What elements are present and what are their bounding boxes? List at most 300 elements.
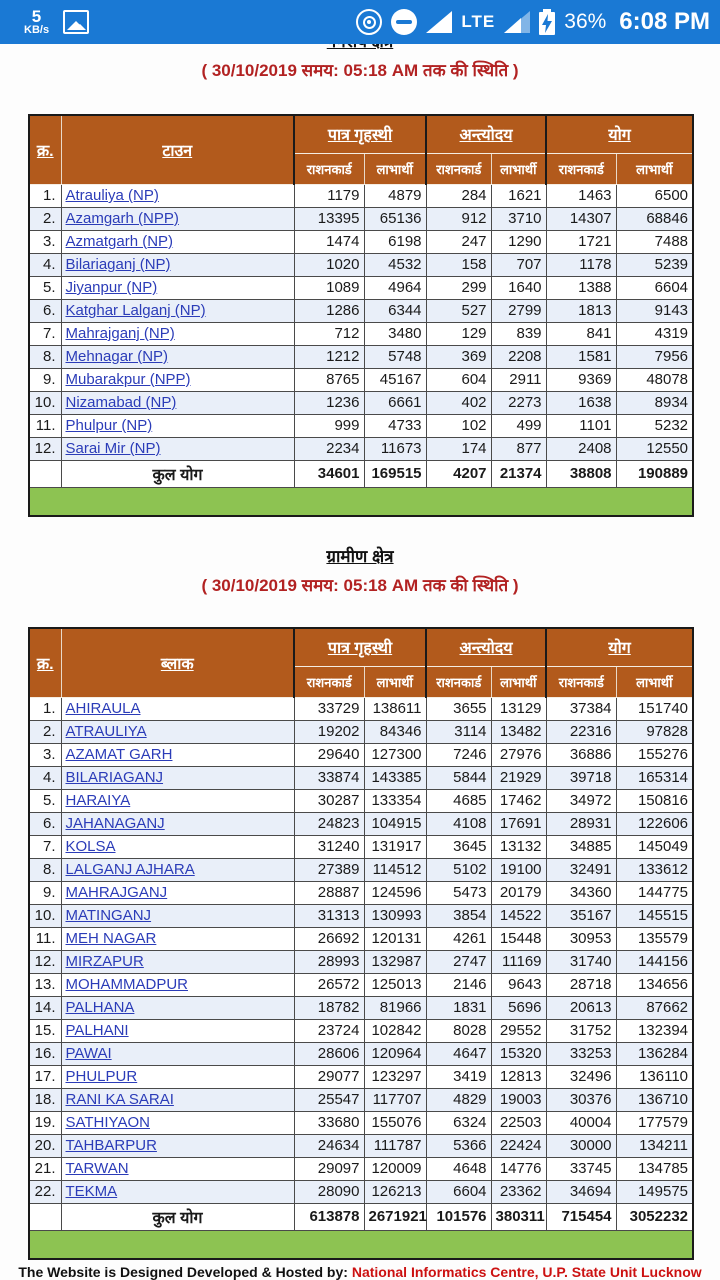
cell-value: 6661 [364,391,426,414]
sub-header-beneficiary: लाभार्थी [491,153,546,184]
signal-strength-icon-2 [504,11,530,33]
cell-value: 527 [426,299,491,322]
row-name-cell [61,881,294,904]
total-value: 21374 [491,460,546,487]
cell-value: 712 [294,322,364,345]
cell-value: 1020 [294,253,364,276]
row-name-cell [61,950,294,973]
cell-value: 120009 [364,1157,426,1180]
cell-value: 120131 [364,927,426,950]
col-header-block: ब्लाक [61,628,294,697]
table-row [29,766,693,789]
row-name-cell [61,858,294,881]
green-separator-bar [29,1230,693,1259]
row-serial: 7. [29,835,61,858]
block-link[interactable]: TAHBARPUR [65,1137,157,1154]
cell-value: 284 [426,184,491,207]
col-header-town: टाउन [61,115,294,184]
cell-value: 27976 [491,743,546,766]
row-name-cell [61,207,294,230]
row-serial: 13. [29,973,61,996]
town-link[interactable]: Katghar Lalganj (NP) [65,302,206,319]
cell-value: 65136 [364,207,426,230]
row-serial: 5. [29,789,61,812]
cell-value: 28887 [294,881,364,904]
cell-value: 1813 [546,299,616,322]
cell-value: 6604 [426,1180,491,1203]
town-link[interactable]: Azamgarh (NPP) [65,210,179,227]
cell-value: 1101 [546,414,616,437]
cell-value: 131917 [364,835,426,858]
cell-value: 912 [426,207,491,230]
row-name-cell [61,437,294,460]
cell-value: 9643 [491,973,546,996]
row-name-cell [61,391,294,414]
cell-value: 30953 [546,927,616,950]
row-name-cell [61,276,294,299]
table-row [29,184,693,207]
row-serial: 9. [29,368,61,391]
row-name-cell [61,1088,294,1111]
row-name-cell [61,322,294,345]
cell-value: 5696 [491,996,546,1019]
cell-value: 123297 [364,1065,426,1088]
table-row [29,950,693,973]
cell-value: 6604 [616,276,693,299]
cell-value: 13482 [491,720,546,743]
cell-value: 22503 [491,1111,546,1134]
block-link[interactable]: TARWAN [65,1160,129,1177]
cell-value: 7246 [426,743,491,766]
cell-value: 13395 [294,207,364,230]
cell-value: 1212 [294,345,364,368]
total-value: 613878 [294,1203,364,1230]
cell-value: 2146 [426,973,491,996]
table-row [29,1157,693,1180]
cell-value: 31240 [294,835,364,858]
cell-value: 299 [426,276,491,299]
row-serial: 3. [29,743,61,766]
screenshot-gallery-icon [63,10,89,34]
total-value: 34601 [294,460,364,487]
cell-value: 39718 [546,766,616,789]
block-link[interactable]: KOLSA [65,838,116,855]
cell-value: 4685 [426,789,491,812]
group-header-antyodaya: अन्त्योदय [426,628,546,666]
row-name-cell [61,1180,294,1203]
cell-value: 3419 [426,1065,491,1088]
cell-value: 5232 [616,414,693,437]
table-row [29,207,693,230]
block-link[interactable]: SATHIYAON [65,1114,150,1131]
cell-value: 150816 [616,789,693,812]
urban-table-wrap [0,114,720,517]
town-link[interactable]: Atrauliya (NP) [65,187,159,204]
row-serial: 7. [29,322,61,345]
cell-value: 4319 [616,322,693,345]
cell-value: 151740 [616,697,693,720]
table-row [29,789,693,812]
cell-value: 839 [491,322,546,345]
rural-section-title: ग्रामीण क्षेत्र [326,547,394,566]
block-link[interactable]: TEKMA [65,1183,118,1200]
cell-value: 1581 [546,345,616,368]
cell-value: 20179 [491,881,546,904]
row-name-cell [61,720,294,743]
cell-value: 499 [491,414,546,437]
cell-value: 3645 [426,835,491,858]
row-name-cell [61,1019,294,1042]
total-serial-empty [29,1203,61,1230]
cell-value: 134785 [616,1157,693,1180]
sub-header-rationcard: राशनकार्ड [546,666,616,697]
cell-value: 104915 [364,812,426,835]
cell-value: 999 [294,414,364,437]
row-serial: 2. [29,720,61,743]
total-value: 715454 [546,1203,616,1230]
table-row [29,1042,693,1065]
cell-value: 3114 [426,720,491,743]
cell-value: 15448 [491,927,546,950]
cell-value: 134656 [616,973,693,996]
cell-value: 84346 [364,720,426,743]
row-serial: 1. [29,184,61,207]
cell-value: 132394 [616,1019,693,1042]
android-status-bar [0,0,720,44]
row-name-cell [61,743,294,766]
cell-value: 5473 [426,881,491,904]
cell-value: 30376 [546,1088,616,1111]
cell-value: 36886 [546,743,616,766]
cell-value: 22316 [546,720,616,743]
cell-value: 4108 [426,812,491,835]
cell-value: 133354 [364,789,426,812]
cell-value: 35167 [546,904,616,927]
block-link[interactable]: MATINGANJ [65,907,152,924]
row-serial: 8. [29,858,61,881]
row-name-cell [61,1134,294,1157]
cell-value: 841 [546,322,616,345]
cell-value: 6344 [364,299,426,322]
row-name-cell [61,1065,294,1088]
cell-value: 1089 [294,276,364,299]
rural-table-wrap [0,627,720,1260]
cell-value: 12550 [616,437,693,460]
cell-value: 114512 [364,858,426,881]
row-name-cell [61,368,294,391]
urban-date-line: ( 30/10/2019 समय: 05:18 AM तक की स्थिति ) [201,61,519,80]
cell-value: 155076 [364,1111,426,1134]
cell-value: 32491 [546,858,616,881]
cell-value: 26572 [294,973,364,996]
town-link[interactable]: Jiyanpur (NP) [65,279,158,296]
block-link[interactable]: PAWAI [65,1045,112,1062]
total-value: 101576 [426,1203,491,1230]
cell-value: 9369 [546,368,616,391]
table-row [29,996,693,1019]
cell-value: 11169 [491,950,546,973]
signal-strength-icon [426,11,452,33]
cell-value: 6198 [364,230,426,253]
block-link[interactable]: MIRZAPUR [65,953,144,970]
sub-header-rationcard: राशनकार्ड [426,153,491,184]
town-link[interactable]: Mahrajganj (NP) [65,325,175,342]
rural-table-header [29,628,693,697]
cell-value: 102 [426,414,491,437]
town-link[interactable]: Mehnagar (NP) [65,348,169,365]
footer-nic-link[interactable]: National Informatics Centre, U.P. State Unit Lucknow [351,1264,702,1280]
battery-percent: 36% [564,10,607,33]
cell-value: 20613 [546,996,616,1019]
cell-value: 28606 [294,1042,364,1065]
cell-value: 13132 [491,835,546,858]
row-serial: 15. [29,1019,61,1042]
table-row [29,230,693,253]
sub-header-rationcard: राशनकार्ड [294,666,364,697]
cell-value: 4733 [364,414,426,437]
cell-value: 102842 [364,1019,426,1042]
total-label: कुल योग [61,460,294,487]
cell-value: 3710 [491,207,546,230]
cell-value: 604 [426,368,491,391]
block-link[interactable]: MOHAMMADPUR [65,976,188,993]
block-link[interactable]: HARAIYA [65,792,131,809]
cell-value: 2234 [294,437,364,460]
cell-value: 134211 [616,1134,693,1157]
cell-value: 145515 [616,904,693,927]
cell-value: 23362 [491,1180,546,1203]
block-link[interactable]: BILARIAGANJ [65,769,164,786]
row-name-cell [61,812,294,835]
row-serial: 19. [29,1111,61,1134]
sub-header-rationcard: राशनकार्ड [294,153,364,184]
cell-value: 2911 [491,368,546,391]
row-serial: 1. [29,697,61,720]
cell-value: 31740 [546,950,616,973]
row-serial: 12. [29,437,61,460]
row-name-cell [61,996,294,1019]
town-link[interactable]: Sarai Mir (NP) [65,440,161,457]
cell-value: 33680 [294,1111,364,1134]
table-row [29,743,693,766]
cell-value: 33874 [294,766,364,789]
green-separator-bar [29,487,693,516]
block-link[interactable]: AZAMAT GARH [65,746,173,763]
cell-value: 8934 [616,391,693,414]
total-serial-empty [29,460,61,487]
cell-value: 7488 [616,230,693,253]
cell-value: 7956 [616,345,693,368]
cell-value: 27389 [294,858,364,881]
cell-value: 14522 [491,904,546,927]
cell-value: 143385 [364,766,426,789]
battery-charging-icon [539,9,555,35]
block-link[interactable]: JAHANAGANJ [65,815,165,832]
table-row [29,276,693,299]
cell-value: 1463 [546,184,616,207]
cell-value: 1290 [491,230,546,253]
block-link[interactable]: PALHANI [65,1022,129,1039]
row-name-cell [61,1157,294,1180]
group-header-yog: योग [546,115,693,153]
cell-value: 120964 [364,1042,426,1065]
town-link[interactable]: Nizamabad (NP) [65,394,177,411]
block-link[interactable]: RANI KA SARAI [65,1091,174,1108]
cell-value: 34885 [546,835,616,858]
sub-header-beneficiary: लाभार्थी [491,666,546,697]
row-serial: 17. [29,1065,61,1088]
block-link[interactable]: LALGANJ AJHARA [65,861,195,878]
cell-value: 18782 [294,996,364,1019]
cell-value: 30000 [546,1134,616,1157]
cell-value: 34360 [546,881,616,904]
cell-value: 129 [426,322,491,345]
cell-value: 4829 [426,1088,491,1111]
table-row [29,1088,693,1111]
table-row [29,1180,693,1203]
row-serial: 4. [29,766,61,789]
cell-value: 126213 [364,1180,426,1203]
cell-value: 5102 [426,858,491,881]
row-name-cell [61,835,294,858]
cell-value: 4261 [426,927,491,950]
cell-value: 34694 [546,1180,616,1203]
row-name-cell [61,973,294,996]
block-link[interactable]: PALHANA [65,999,135,1016]
row-serial: 22. [29,1180,61,1203]
row-serial: 3. [29,230,61,253]
do-not-disturb-icon [391,9,417,35]
cell-value: 17462 [491,789,546,812]
cell-value: 14307 [546,207,616,230]
cell-value: 2747 [426,950,491,973]
cell-value: 13129 [491,697,546,720]
row-name-cell [61,253,294,276]
group-header-patra-grihasthi: पात्र गृहस्थी [294,115,426,153]
town-link[interactable]: Mubarakpur (NPP) [65,371,191,388]
cell-value: 174 [426,437,491,460]
cell-value: 2799 [491,299,546,322]
cell-value: 1178 [546,253,616,276]
sub-header-rationcard: राशनकार्ड [426,666,491,697]
cell-value: 25547 [294,1088,364,1111]
row-name-cell [61,697,294,720]
total-value: 190889 [616,460,693,487]
cell-value: 33729 [294,697,364,720]
cell-value: 19202 [294,720,364,743]
cell-value: 130993 [364,904,426,927]
cell-value: 32496 [546,1065,616,1088]
table-row [29,881,693,904]
cell-value: 11673 [364,437,426,460]
block-link[interactable]: MEH NAGAR [65,930,157,947]
cell-value: 8028 [426,1019,491,1042]
cell-value: 14776 [491,1157,546,1180]
cell-value: 28090 [294,1180,364,1203]
row-name-cell [61,414,294,437]
table-row [29,858,693,881]
total-value: 4207 [426,460,491,487]
cell-value: 3480 [364,322,426,345]
table-row [29,345,693,368]
cell-value: 31752 [546,1019,616,1042]
row-name-cell [61,345,294,368]
cell-value: 127300 [364,743,426,766]
cell-value: 19003 [491,1088,546,1111]
cell-value: 15320 [491,1042,546,1065]
cell-value: 29552 [491,1019,546,1042]
cell-value: 34972 [546,789,616,812]
col-header-serial: क्र. [29,628,61,697]
total-value: 3052232 [616,1203,693,1230]
cell-value: 31313 [294,904,364,927]
cell-value: 81966 [364,996,426,1019]
cell-value: 111787 [364,1134,426,1157]
table-row [29,1065,693,1088]
sub-header-beneficiary: लाभार्थी [364,153,426,184]
cell-value: 4879 [364,184,426,207]
urban-total-row [29,460,693,487]
row-serial: 10. [29,904,61,927]
row-serial: 14. [29,996,61,1019]
group-header-yog: योग [546,628,693,666]
sub-header-beneficiary: लाभार्थी [364,666,426,697]
row-name-cell [61,904,294,927]
cell-value: 4648 [426,1157,491,1180]
table-row [29,835,693,858]
cell-value: 1179 [294,184,364,207]
cell-value: 28718 [546,973,616,996]
town-link[interactable]: Phulpur (NP) [65,417,153,434]
block-link[interactable]: ATRAULIYA [65,723,147,740]
cell-value: 68846 [616,207,693,230]
cell-value: 1236 [294,391,364,414]
cell-value: 4964 [364,276,426,299]
block-link[interactable]: PHULPUR [65,1068,138,1085]
cell-value: 1286 [294,299,364,322]
town-link[interactable]: Bilariaganj (NP) [65,256,171,273]
cell-value: 247 [426,230,491,253]
town-link[interactable]: Azmatgarh (NP) [65,233,174,250]
table-row [29,812,693,835]
table-row [29,322,693,345]
rural-total-row [29,1203,693,1230]
row-serial: 6. [29,299,61,322]
row-serial: 9. [29,881,61,904]
table-row [29,1111,693,1134]
total-label: कुल योग [61,1203,294,1230]
cell-value: 144775 [616,881,693,904]
row-serial: 2. [29,207,61,230]
block-link[interactable]: MAHRAJGANJ [65,884,168,901]
row-serial: 10. [29,391,61,414]
row-name-cell [61,927,294,950]
cell-value: 1388 [546,276,616,299]
cell-value: 707 [491,253,546,276]
table-row [29,927,693,950]
cell-value: 6324 [426,1111,491,1134]
row-serial: 4. [29,253,61,276]
cell-value: 33745 [546,1157,616,1180]
row-name-cell [61,766,294,789]
cell-value: 177579 [616,1111,693,1134]
total-value: 38808 [546,460,616,487]
cell-value: 117707 [364,1088,426,1111]
block-link[interactable]: AHIRAULA [65,700,141,717]
row-serial: 6. [29,812,61,835]
cell-value: 125013 [364,973,426,996]
clock: 6:08 PM [619,8,710,35]
